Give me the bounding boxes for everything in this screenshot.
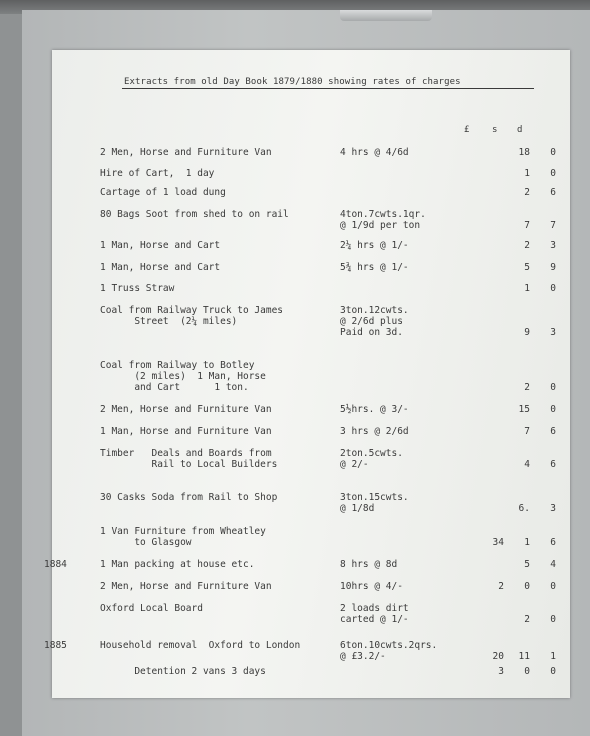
binder-clip [340, 10, 432, 21]
entry-description: Oxford Local Board [100, 603, 203, 614]
amount-pence: 6 [550, 537, 556, 548]
amount-pounds: 3 [498, 666, 504, 677]
entry-rate: 5½hrs. @ 3/- [340, 404, 409, 415]
amount-pence: 1 [550, 651, 556, 662]
entry-description: Household removal Oxford to London [100, 640, 301, 651]
entry-rate: 4ton.7cwts.1qr. @ 1/9d per ton [340, 209, 426, 231]
amount-pence: 3 [550, 327, 556, 338]
amount-shillings: 5 [524, 262, 530, 273]
entry-description: 1 Man packing at house etc. [100, 559, 255, 570]
entry-year: 1884 [44, 559, 67, 570]
amount-shillings: 15 [518, 404, 530, 415]
amount-pence: 0 [550, 168, 556, 179]
amount-pence: 0 [550, 283, 556, 294]
amount-pence: 3 [550, 503, 556, 514]
entry-rate: 6ton.10cwts.2qrs. @ £3.2/- [340, 640, 438, 662]
amount-shillings: 1 [524, 537, 530, 548]
amount-shillings: 2 [524, 614, 530, 625]
amount-shillings: 2 [524, 187, 530, 198]
amount-pence: 0 [550, 666, 556, 677]
amount-pence: 0 [550, 581, 556, 592]
entry-description: 1 Man, Horse and Cart [100, 240, 221, 251]
amount-shillings: 2 [524, 382, 530, 393]
amount-shillings: 7 [524, 426, 530, 437]
entry-rate: 8 hrs @ 8d [340, 559, 398, 570]
entry-rate: 2 loads dirt carted @ 1/- [340, 603, 409, 625]
column-header-pence: d [517, 125, 523, 135]
entry-description: 1 Man, Horse and Furniture Van [100, 426, 272, 437]
entry-rate: 4 hrs @ 4/6d [340, 147, 409, 158]
entry-description: Hire of Cart, 1 day [100, 168, 215, 179]
entry-description: 80 Bags Soot from shed to on rail [100, 209, 289, 220]
amount-pence: 3 [550, 240, 556, 251]
entry-description: Coal from Railway to Botley (2 miles) 1 Man, Horse and Cart 1 ton. [100, 360, 266, 393]
entry-rate: 3ton.12cwts. @ 2/6d plus Paid on 3d. [340, 305, 409, 338]
entry-rate: 2ton.5cwts. @ 2/- [340, 448, 403, 470]
page-title: Extracts from old Day Book 1879/1880 showing rates of charges [124, 77, 461, 87]
amount-shillings: 0 [524, 581, 530, 592]
entry-rate: 2¼ hrs @ 1/- [340, 240, 409, 251]
entry-description: 2 Men, Horse and Furniture Van [100, 147, 272, 158]
amount-shillings: 2 [524, 240, 530, 251]
amount-shillings: 5 [524, 559, 530, 570]
entry-description: 1 Van Furniture from Wheatley to Glasgow [100, 526, 266, 548]
amount-pence: 0 [550, 404, 556, 415]
entry-rate: 3ton.15cwts. @ 1/8d [340, 492, 409, 514]
amount-shillings: 4 [524, 459, 530, 470]
entry-description: 1 Man, Horse and Cart [100, 262, 221, 273]
entry-description: Detention 2 vans 3 days [100, 666, 266, 677]
entry-description: 30 Casks Soda from Rail to Shop [100, 492, 278, 503]
title-underline [122, 88, 534, 89]
entry-rate: 3 hrs @ 2/6d [340, 426, 409, 437]
amount-pence: 0 [550, 614, 556, 625]
amount-shillings: 18 [518, 147, 530, 158]
amount-shillings: 11 [518, 651, 530, 662]
amount-pence: 7 [550, 220, 556, 231]
amount-pence: 0 [550, 382, 556, 393]
amount-shillings: 1 [524, 283, 530, 294]
entry-rate: 10hrs @ 4/- [340, 581, 403, 592]
entry-rate: 5¾ hrs @ 1/- [340, 262, 409, 273]
column-header-pounds: £ [464, 125, 470, 135]
amount-pence: 0 [550, 147, 556, 158]
entry-year: 1885 [44, 640, 67, 651]
entry-description: 2 Men, Horse and Furniture Van [100, 404, 272, 415]
column-header-shillings: s [492, 125, 498, 135]
amount-pence: 9 [550, 262, 556, 273]
amount-shillings: 0 [524, 666, 530, 677]
amount-pounds: 20 [492, 651, 504, 662]
amount-pounds: 2 [498, 581, 504, 592]
amount-pounds: 34 [492, 537, 504, 548]
amount-pence: 4 [550, 559, 556, 570]
amount-shillings: 1 [524, 168, 530, 179]
entry-description: 2 Men, Horse and Furniture Van [100, 581, 272, 592]
amount-shillings: 9 [524, 327, 530, 338]
amount-shillings: 7 [524, 220, 530, 231]
amount-pence: 6 [550, 187, 556, 198]
entry-description: Timber Deals and Boards from Rail to Local Builders [100, 448, 278, 470]
entry-description: Coal from Railway Truck to James Street (2¼ miles) [100, 305, 284, 327]
amount-pence: 6 [550, 426, 556, 437]
amount-shillings: 6. [518, 503, 530, 514]
amount-pence: 6 [550, 459, 556, 470]
entry-description: 1 Truss Straw [100, 283, 175, 294]
typed-sheet [44, 50, 570, 698]
entry-description: Cartage of 1 load dung [100, 187, 226, 198]
